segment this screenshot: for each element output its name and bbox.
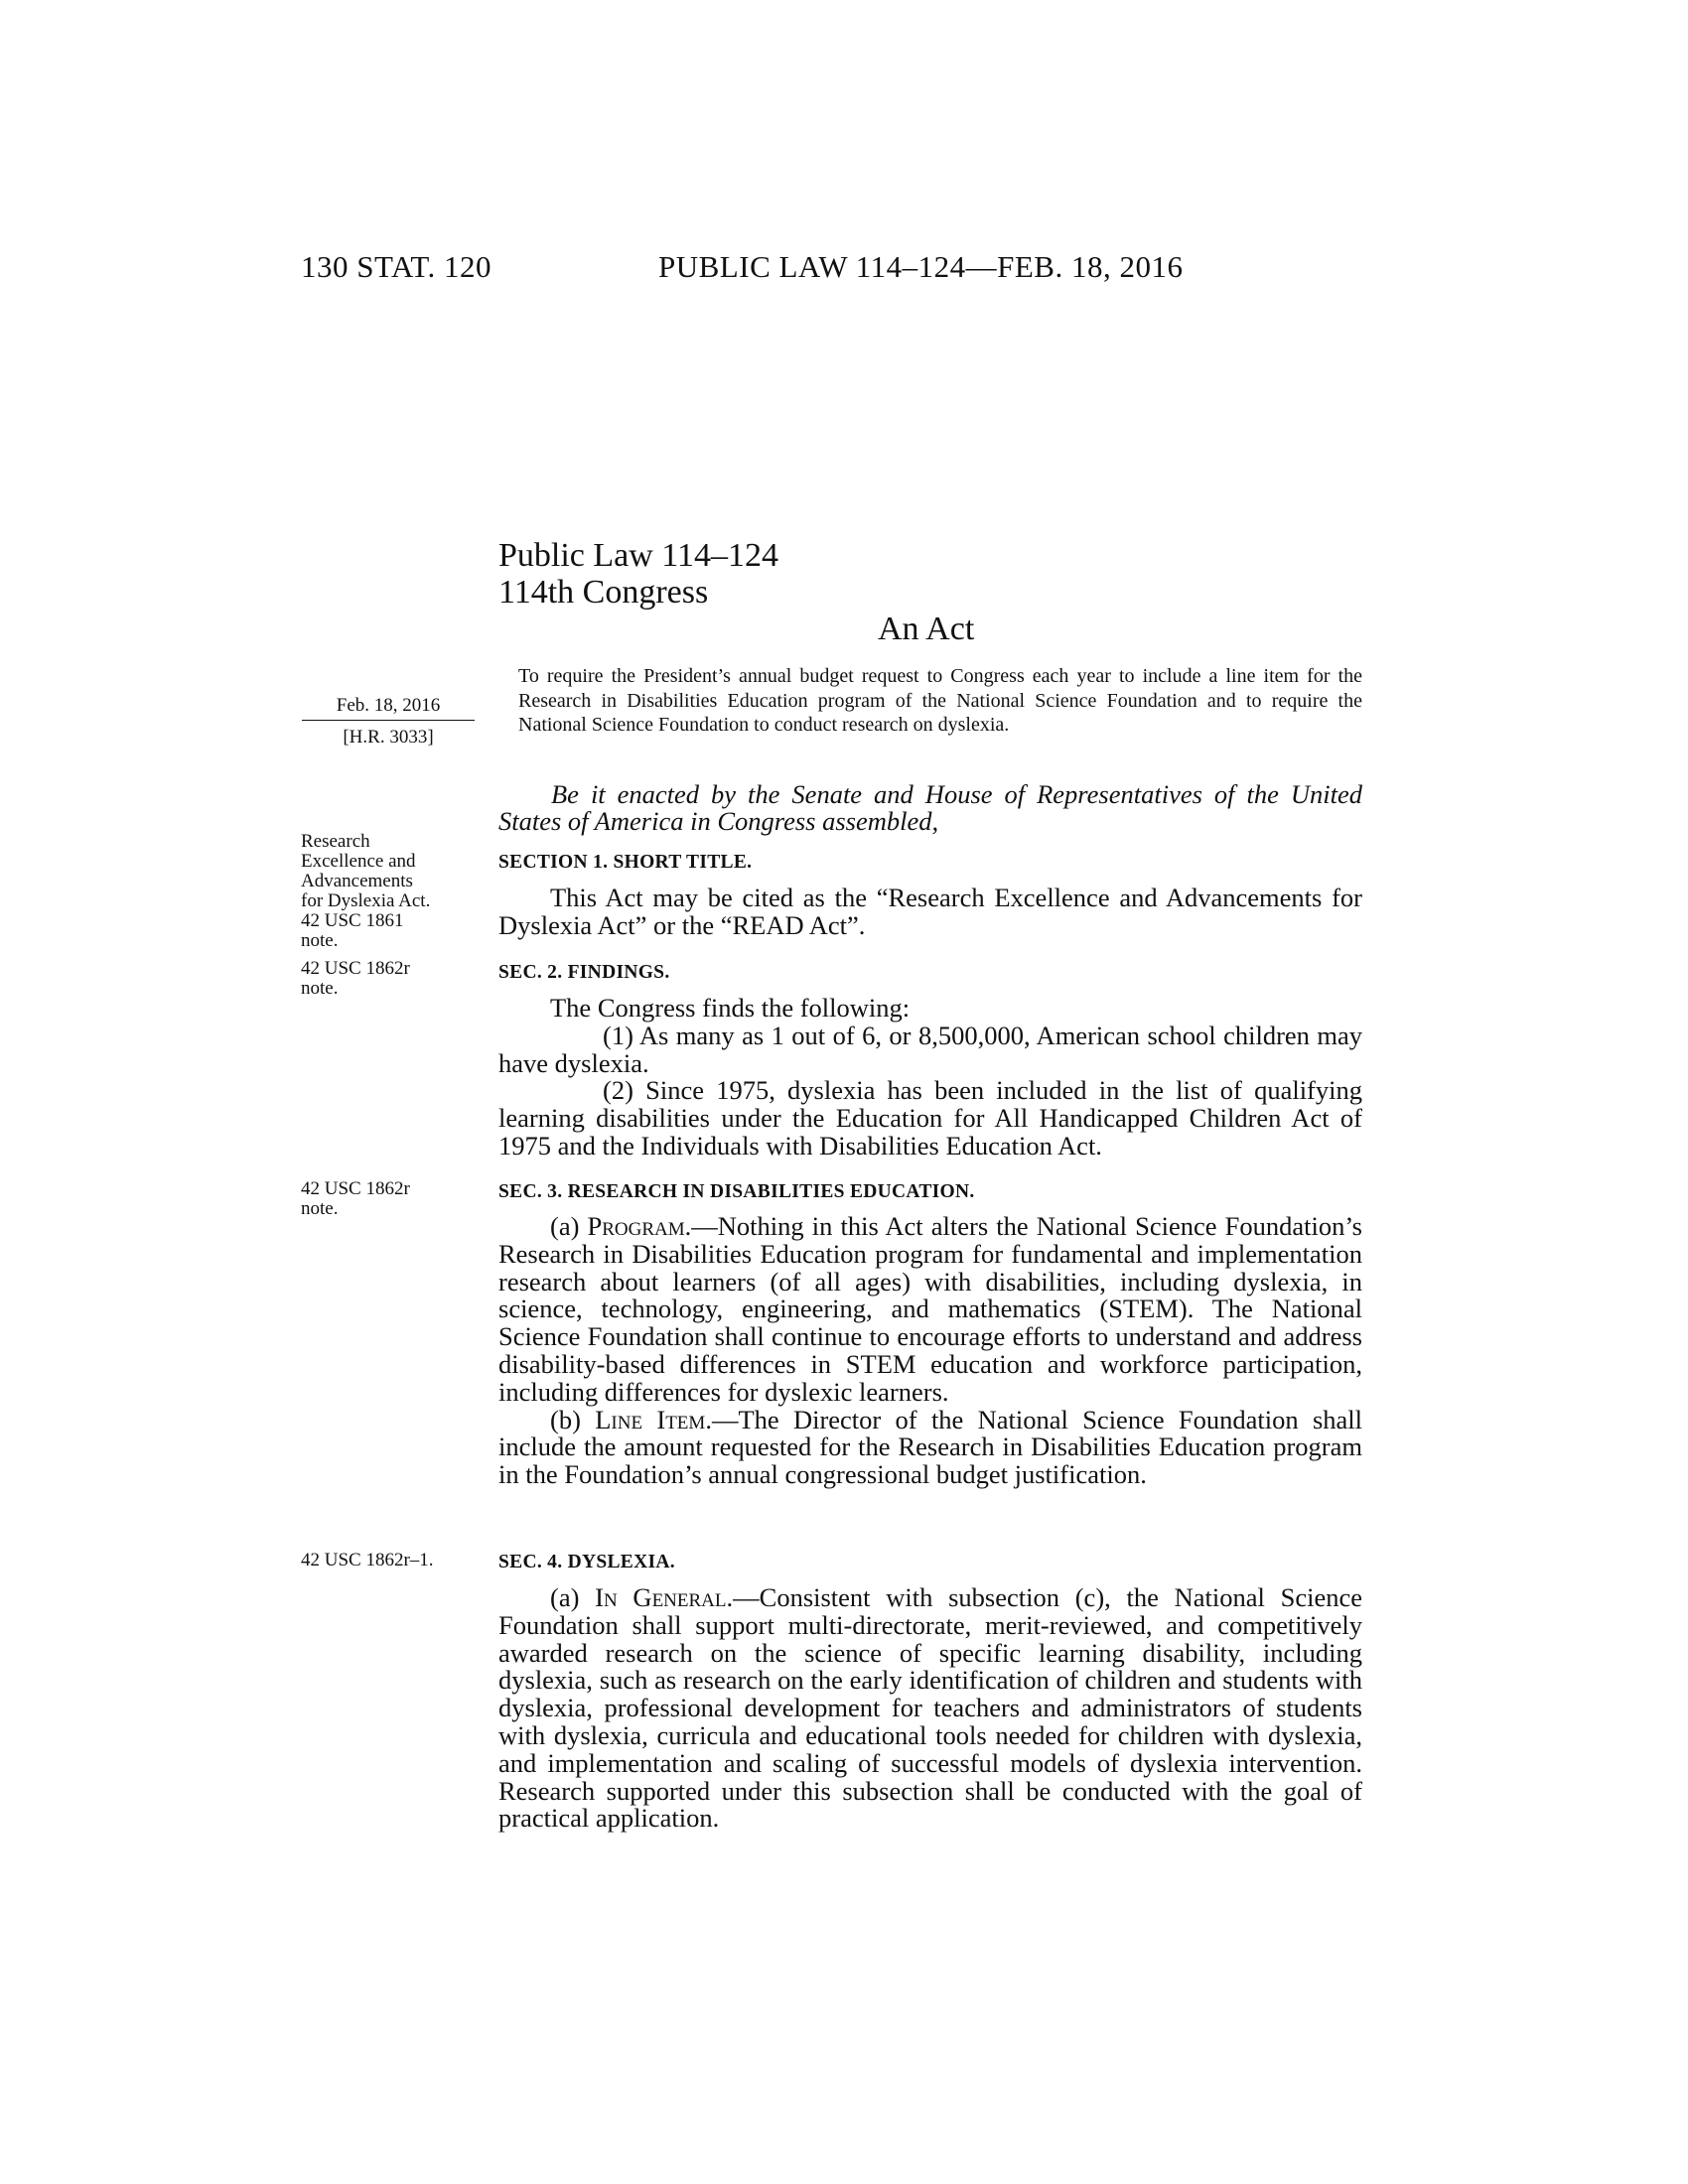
subsection-3b — [498, 1404, 1362, 1490]
margin-note-line: note. — [301, 930, 339, 951]
subsection-body: .—Nothing in this Act alters the National Science Foundation’s Research in Disabilities Education program for fundamental and implementation research about learners (of all ages) with disabilities, including dyslexia, in science, technology, engineering, and mathematics (STEM). The National Science Foundation shall continue to encourage efforts to understand and address disability-based differences in STEM education and workforce participation, including differences for dyslexic learners. — [498, 1211, 1362, 1407]
subsection-label: (a) — [550, 1211, 588, 1241]
subsection-caption: Line Item — [595, 1404, 706, 1434]
margin-note-line: for Dyslexia Act. — [301, 890, 431, 911]
an-act-heading: An Act — [878, 611, 975, 647]
finding-2: (2) Since 1975, dyslexia has been included in the list of qualifying learning disabilities under the Education for All Handicapped Children Act of 1975 and the Individuals with Disabilities Education Act. — [498, 1075, 1362, 1160]
enactment-date-note — [304, 695, 473, 748]
subsection-label: (b) — [550, 1404, 596, 1434]
page-number-header: 130 STAT. 120 — [301, 249, 492, 284]
enacting-clause: Be it enacted by the Senate and House of Representatives of the United States of America in Congress assembled, — [498, 779, 1362, 836]
margin-note-line: 42 USC 1861 — [301, 910, 404, 931]
margin-note-line: note. — [301, 978, 339, 999]
margin-note-line: Excellence and — [301, 851, 416, 872]
margin-note-line: note. — [301, 1198, 339, 1219]
section-2-heading: SEC. 2. FINDINGS. — [498, 962, 670, 983]
findings-margin-note — [301, 959, 476, 999]
bill-number: [H.R. 3033] — [343, 727, 434, 748]
enactment-date: Feb. 18, 2016 — [302, 695, 475, 721]
section-4-heading: SEC. 4. DYSLEXIA. — [498, 1552, 675, 1572]
short-title-paragraph: This Act may be cited as the “Research Excellence and Advancements for Dyslexia Act” or the “READ Act”. — [498, 883, 1362, 940]
running-header-title: PUBLIC LAW 114–124—FEB. 18, 2016 — [658, 249, 1184, 284]
subsection-body: .—The Director of the National Science Foundation shall include the amount requested for the Research in Disabilities Education program in the Foundation’s annual congressional budget justification. — [498, 1404, 1362, 1490]
congress-number: 114th Congress — [498, 574, 709, 611]
finding-1: (1) As many as 1 out of 6, or 8,500,000, American school children may have dyslexia. — [498, 1020, 1362, 1078]
short-title-margin-note — [301, 832, 476, 951]
section-4-text — [498, 1584, 1362, 1833]
section-2-text — [498, 995, 1362, 1160]
subsection-body: .—Consistent with subsection (c), the National Science Foundation shall support multi-directorate, merit-reviewed, and competitively awarded research on the science of specific learning disability, including dyslexia, such as research on the early identification of children and students with dyslexia, professional development for teachers and administrators of students with dyslexia, curricula and educational tools needed for children with dyslexia, and implementation and scaling of successful models of dyslexia intervention. Research supported under this subsection shall be conducted with the goal of practical application. — [498, 1582, 1362, 1834]
margin-note-line: Research — [301, 831, 370, 852]
subsection-caption: Program — [587, 1211, 685, 1241]
public-law-number: Public Law 114–124 — [498, 537, 779, 574]
margin-note-line: 42 USC 1862r — [301, 958, 410, 979]
sec3-margin-note — [301, 1179, 476, 1219]
sec4-margin-note — [301, 1551, 476, 1570]
subsection-3a — [498, 1213, 1362, 1407]
findings-intro: The Congress finds the following: — [550, 993, 911, 1023]
act-purpose: To require the President’s annual budget request to Congress each year to include a line item for the Research in Disabilities Education program of the National Science Foundation and to require the National Science Foundation to conduct research on dyslexia. — [518, 665, 1362, 736]
margin-note-line: Advancements — [301, 871, 413, 891]
section-1-text — [498, 885, 1362, 940]
section-1-heading: SECTION 1. SHORT TITLE. — [498, 852, 753, 873]
subsection-4a — [498, 1584, 1362, 1833]
section-3-heading: SEC. 3. RESEARCH IN DISABILITIES EDUCATION. — [498, 1181, 975, 1202]
subsection-caption: In General — [595, 1582, 727, 1612]
section-3-text — [498, 1213, 1362, 1489]
margin-note-line: 42 USC 1862r–1. — [301, 1550, 434, 1570]
margin-note-line: 42 USC 1862r — [301, 1178, 410, 1199]
subsection-label: (a) — [550, 1582, 596, 1612]
